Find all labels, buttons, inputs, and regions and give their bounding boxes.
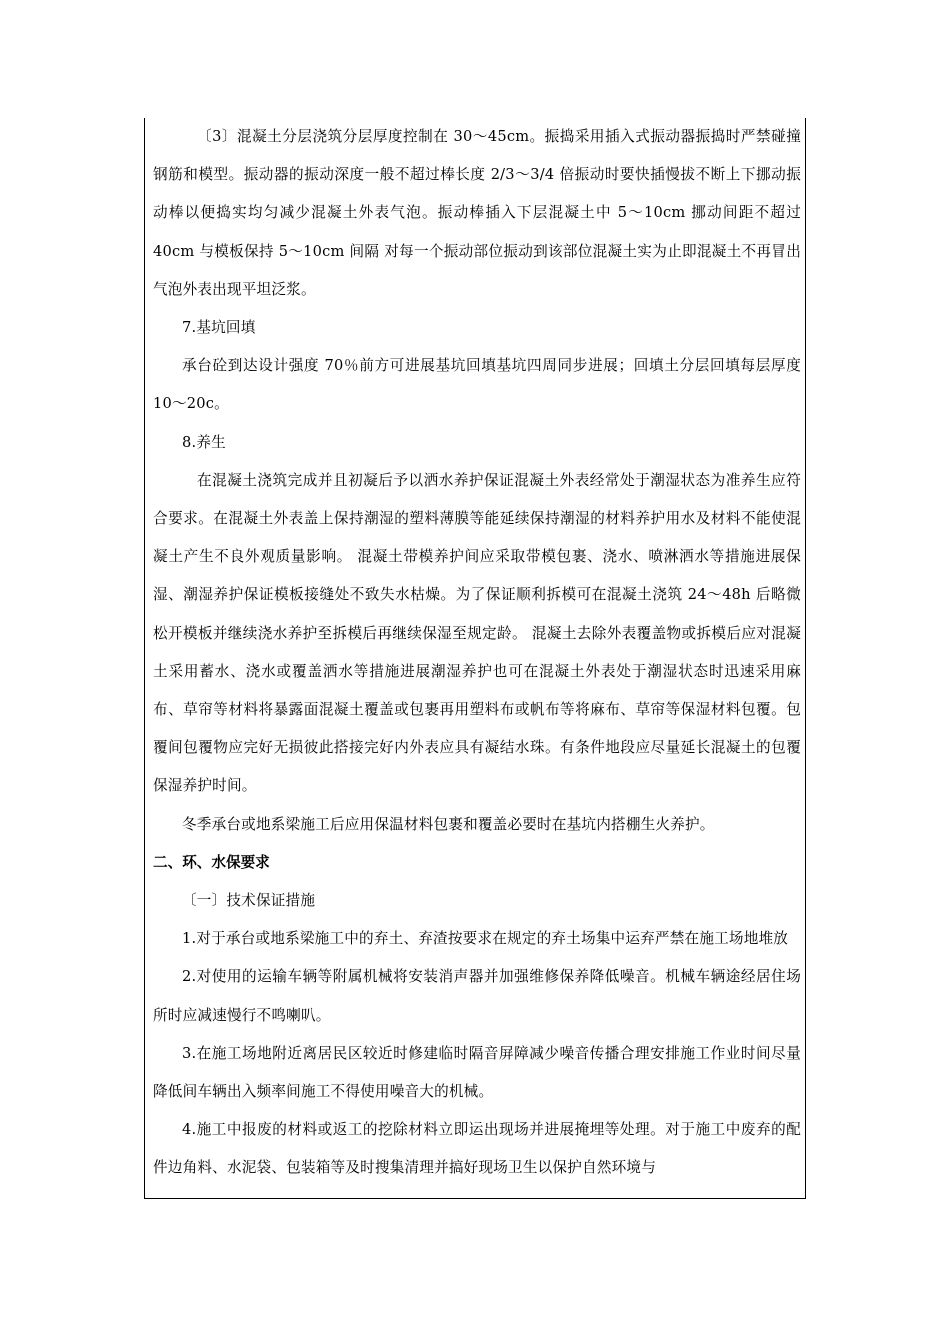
paragraph-winter-curing: 冬季承台或地系梁施工后应用保温材料包裹和覆盖必要时在基坑内搭棚生火养护。 — [182, 815, 715, 833]
subsection-heading-technical-measures: 〔一〕技术保证措施 — [182, 892, 316, 910]
document-content — [153, 118, 801, 1188]
section-heading-backfill: 7.基坑回填 — [182, 319, 256, 337]
paragraph-concrete-layering: 〔3〕混凝土分层浇筑分层厚度控制在 30～45cm。振捣采用插入式振动器振捣时严禁碰撞钢筋和模型。振动器的振动深度一般不超过棒长度 2/3～3/4 倍振动时要快插慢拔不断上下挪动振动棒以便捣实均匀减少混凝土外表气泡。振动棒插入下层混凝土中 5～10cm 挪动间距不超过 40cm 与模板保持 5～10cm 间隔 对每一个振动部位振动到该部位混凝土实为止即混凝土不再冒出气泡外表出现平坦泛浆。 — [153, 128, 801, 298]
paragraph-backfill: 承台砼到达设计强度 70％前方可进展基坑回填基坑四周同步进展；回填土分层回填每层厚度 10～20c。 — [153, 357, 801, 413]
list-item-sound-barrier: 3.在施工场地附近离居民区较近时修建临时隔音屏障减少噪音传播合理安排施工作业时间尽量降低间车辆出入频率间施工不得使用噪音大的机械。 — [153, 1044, 801, 1101]
list-item-vehicle-noise: 2.对使用的运输车辆等附属机械将安装消声器并加强维修保养降低噪音。机械车辆途经居住场所时应减速慢行不鸣喇叭。 — [153, 968, 801, 1024]
paragraph-curing: 在混凝土浇筑完成并且初凝后予以洒水养护保证混凝土外表经常处于潮湿状态为准养生应符合要求。在混凝土外表盖上保持潮湿的塑料薄膜等能延续保持潮湿的材料养护用水及材料不能使混凝土产生不良外观质量影响。 混凝土带模养护间应采取带模包裹、浇水、喷淋洒水等措施进展保湿、潮湿养护保证模板接缝处不致失水枯燥。为了保证顺利拆模可在混凝土浇筑 24～48h 后略微松开模板并继续浇水养护至拆模后再继续保湿至规定龄。 混凝土去除外表覆盖物或拆模后应对混凝土采用蓄水、浇水或覆盖洒水等措施进展潮湿养护也可在混凝土外表处于潮湿状态时迅速采用麻布、草帘等材料将暴露面混凝土覆盖或包裹再用塑料布或帆布等将麻布、草帘等保湿材料包覆。包覆间包覆物应完好无损彼此搭接完好内外表应具有凝结水珠。有条件地段应尽量延长混凝土的包覆保湿养护时间。 — [153, 471, 801, 795]
section-heading-curing: 8.养生 — [182, 433, 226, 451]
list-item-scrap-materials: 4.施工中报废的材料或返工的挖除材料立即运出现场并进展掩埋等处理。对于施工中废弃的配件边角料、水泥袋、包装箱等及时搜集清理并搞好现场卫生以保护自然环境与 — [153, 1121, 801, 1177]
list-item-waste-soil: 1.对于承台或地系梁施工中的弃土、弃渣按要求在规定的弃土场集中运弃严禁在施工场地堆放 — [182, 930, 789, 948]
document-table-cell — [144, 118, 806, 1199]
section-heading-environment: 二、环、水保要求 — [153, 853, 270, 871]
